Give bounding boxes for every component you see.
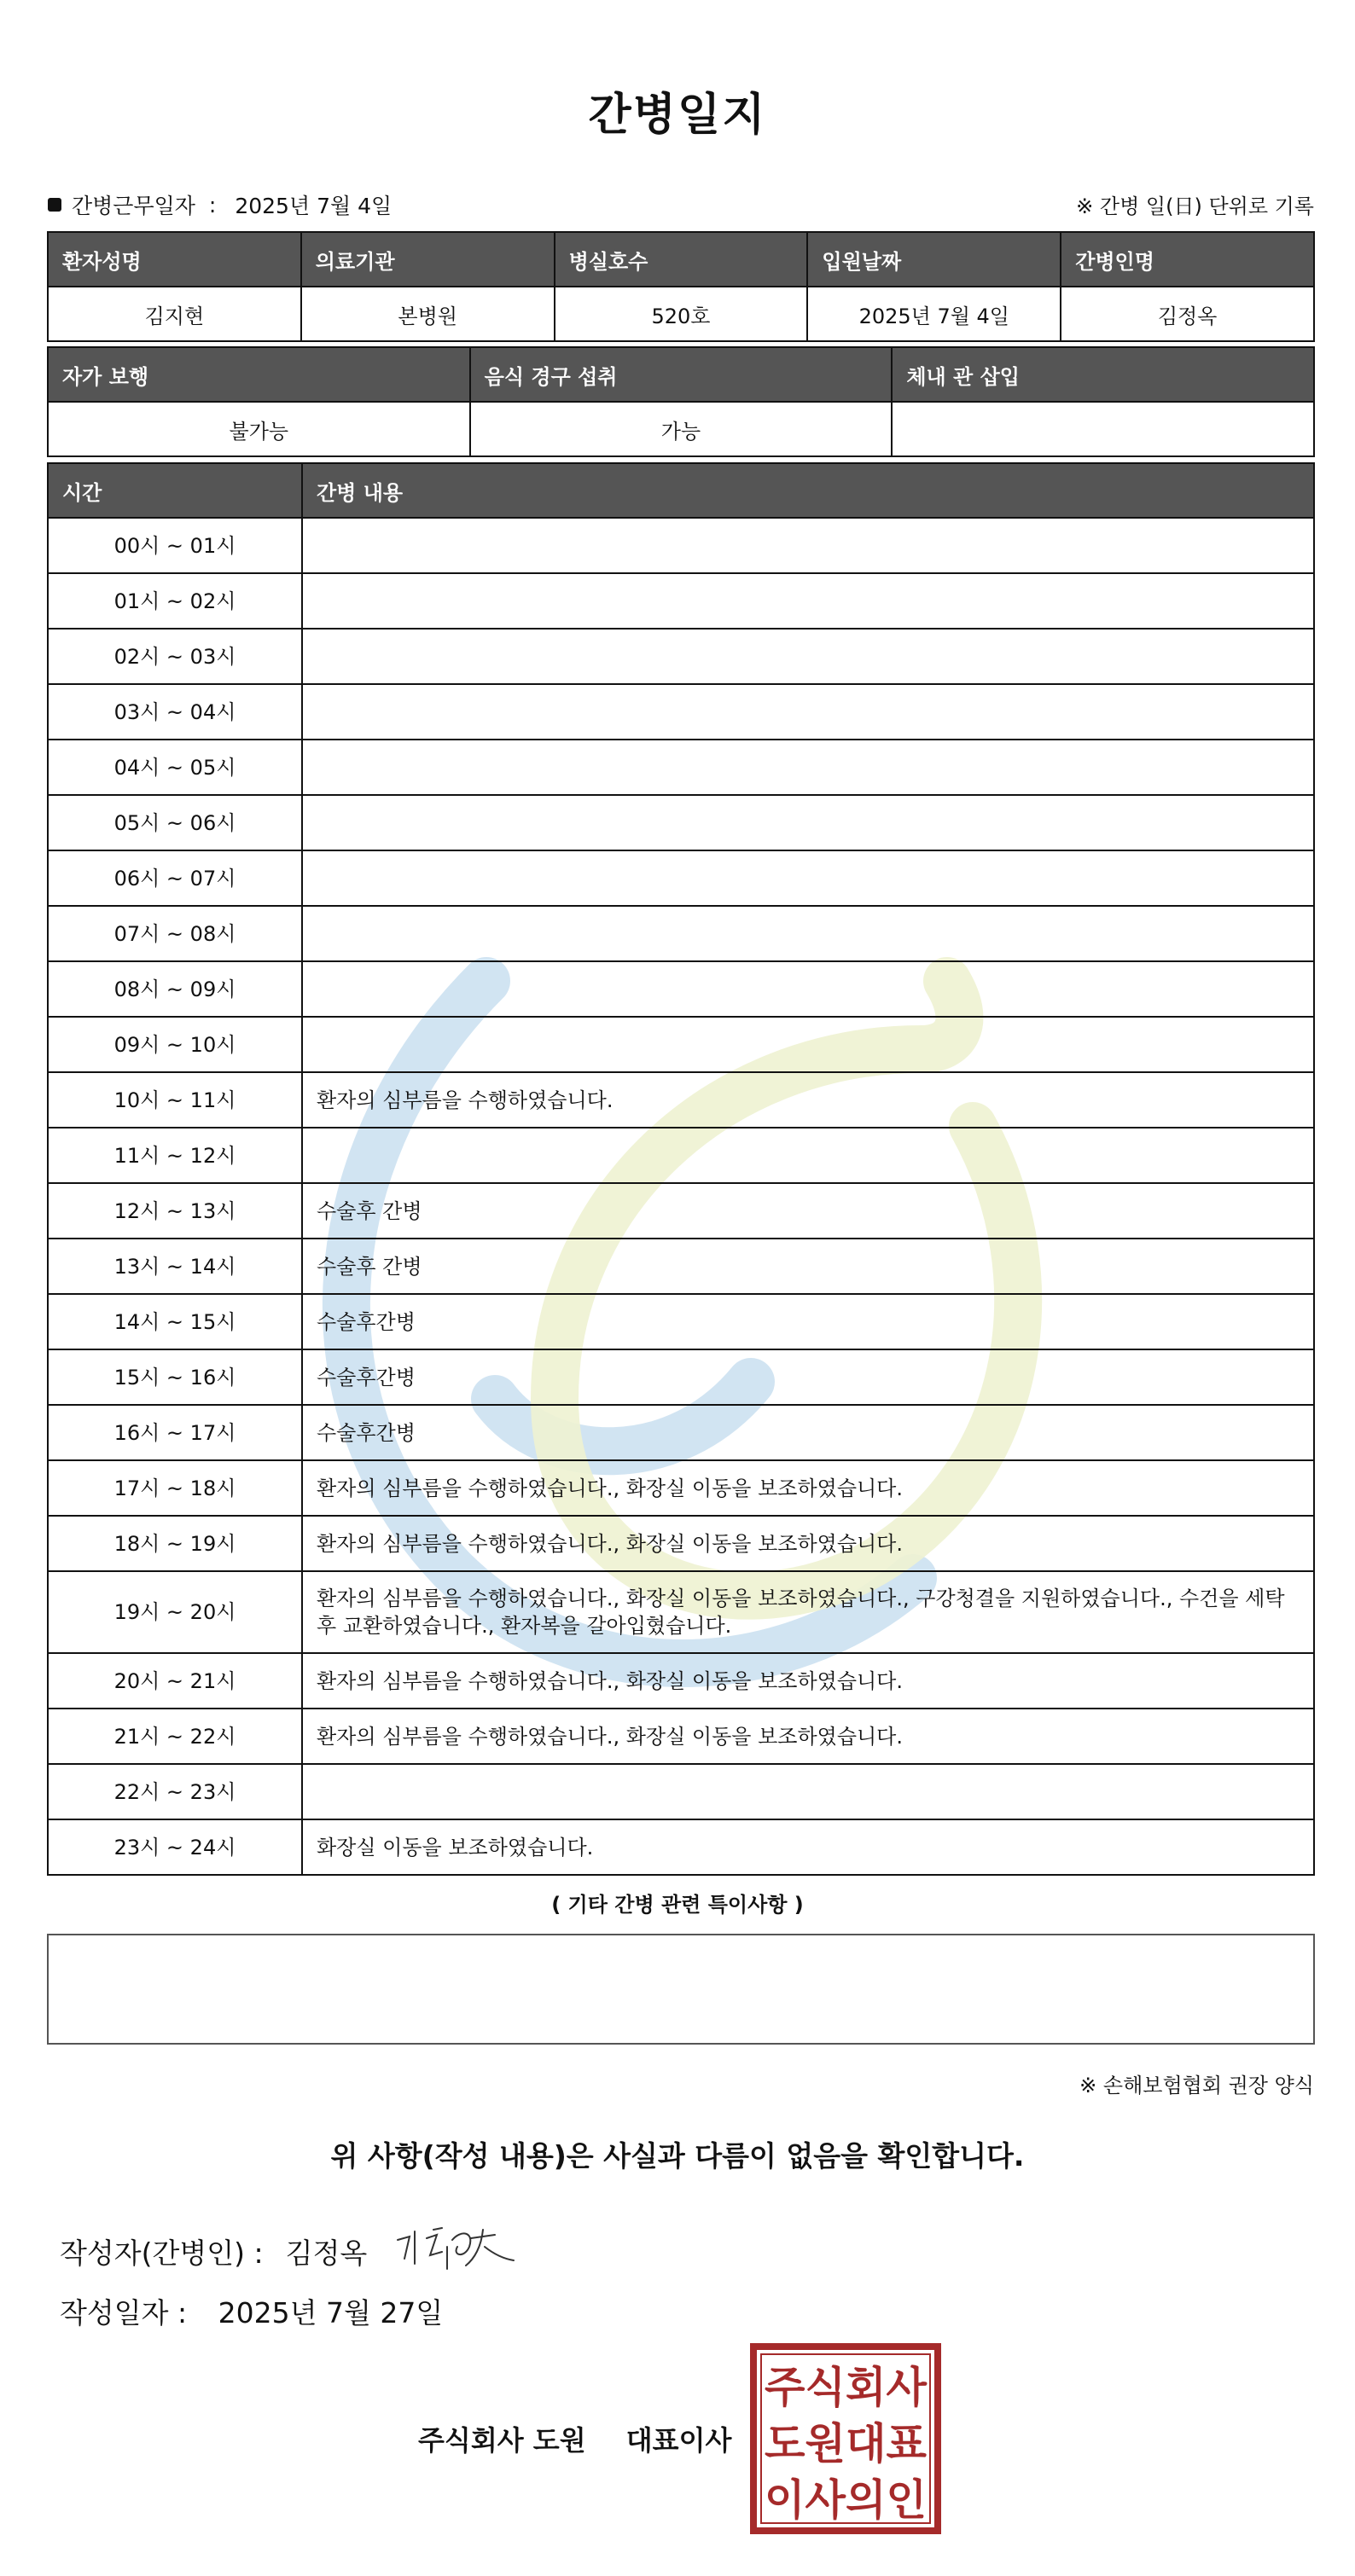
time-cell: 18시 ~ 19시 <box>48 1516 302 1571</box>
table-row <box>48 1460 1314 1516</box>
table-row <box>48 1571 1314 1653</box>
time-cell: 05시 ~ 06시 <box>48 795 302 850</box>
caregiver-name-value: 김정옥 <box>1061 287 1314 341</box>
header-hospital: 의료기관 <box>301 232 555 287</box>
time-cell: 19시 ~ 20시 <box>48 1571 302 1653</box>
table-row <box>48 1516 1314 1571</box>
write-date-line <box>60 2291 443 2331</box>
header-tube-insertion: 체내 관 삽입 <box>892 347 1314 402</box>
table-row <box>48 1128 1314 1183</box>
time-cell: 13시 ~ 14시 <box>48 1239 302 1294</box>
table-row <box>48 1709 1314 1764</box>
patient-info-table <box>47 231 1315 342</box>
table-row <box>48 629 1314 684</box>
square-bullet-icon <box>48 198 61 212</box>
care-content-cell: 환자의 심부름을 수행하였습니다., 화장실 이동을 보조하였습니다. <box>302 1709 1314 1764</box>
care-content-cell: 환자의 심부름을 수행하였습니다., 화장실 이동을 보조하였습니다. <box>302 1516 1314 1571</box>
table-row <box>48 1653 1314 1709</box>
care-content-cell <box>302 629 1314 684</box>
time-cell: 20시 ~ 21시 <box>48 1653 302 1709</box>
time-cell: 04시 ~ 05시 <box>48 740 302 795</box>
seal-text-line: 주식회사 <box>765 2363 928 2412</box>
care-content-cell: 환자의 심부름을 수행하였습니다., 화장실 이동을 보조하였습니다., 구강청결을 지원하였습니다., 수건을 세탁 후 교환하였습니다., 환자복을 갈아입혔습니다. <box>302 1571 1314 1653</box>
table-row <box>48 740 1314 795</box>
write-date-value: 2025년 7월 27일 <box>218 2296 444 2329</box>
patient-status-table <box>47 346 1315 457</box>
company-line <box>418 2419 731 2458</box>
table-row <box>48 573 1314 629</box>
care-content-cell: 수술후간병 <box>302 1294 1314 1349</box>
oral-intake-value: 가능 <box>470 402 893 456</box>
tube-insertion-value <box>892 402 1314 456</box>
care-content-cell <box>302 850 1314 906</box>
time-cell: 02시 ~ 03시 <box>48 629 302 684</box>
table-row <box>48 1294 1314 1349</box>
time-cell: 12시 ~ 13시 <box>48 1183 302 1239</box>
work-date-label: 간병근무일자 <box>72 194 195 218</box>
care-content-cell <box>302 740 1314 795</box>
seal-text-line: 이사의인 <box>765 2475 927 2525</box>
writer-label: 작성자(간병인) : <box>60 2236 264 2270</box>
company-representative: 대표이사 <box>625 2424 732 2457</box>
care-content-cell: 수술후간병 <box>302 1405 1314 1460</box>
care-content-cell: 수술후간병 <box>302 1349 1314 1405</box>
patient-name-value: 김지현 <box>48 287 301 341</box>
time-cell: 00시 ~ 01시 <box>48 518 302 573</box>
time-cell: 17시 ~ 18시 <box>48 1460 302 1516</box>
care-content-cell <box>302 573 1314 629</box>
header-oral-intake: 음식 경구 섭취 <box>470 347 893 402</box>
table-row <box>48 684 1314 740</box>
header-caregiver-name: 간병인명 <box>1061 232 1314 287</box>
company-name: 주식회사 도원 <box>418 2424 586 2457</box>
time-cell: 03시 ~ 04시 <box>48 684 302 740</box>
care-content-cell <box>302 684 1314 740</box>
hospital-value: 본병원 <box>301 287 555 341</box>
table-row <box>48 1405 1314 1460</box>
admission-date-value: 2025년 7월 4일 <box>807 287 1061 341</box>
company-seal-stamp <box>749 2342 942 2535</box>
time-cell: 23시 ~ 24시 <box>48 1819 302 1875</box>
care-content-cell <box>302 1764 1314 1819</box>
time-cell: 06시 ~ 07시 <box>48 850 302 906</box>
time-cell: 09시 ~ 10시 <box>48 1017 302 1072</box>
walking-value: 불가능 <box>48 402 470 456</box>
time-cell: 16시 ~ 17시 <box>48 1405 302 1460</box>
table-row <box>48 1072 1314 1128</box>
time-cell: 11시 ~ 12시 <box>48 1128 302 1183</box>
table-row <box>48 1183 1314 1239</box>
care-content-cell <box>302 795 1314 850</box>
care-content-cell <box>302 1017 1314 1072</box>
care-content-cell: 환자의 심부름을 수행하였습니다., 화장실 이동을 보조하였습니다. <box>302 1460 1314 1516</box>
header-room: 병실호수 <box>555 232 808 287</box>
care-content-cell <box>302 518 1314 573</box>
care-content-cell: 환자의 심부름을 수행하였습니다., 화장실 이동을 보조하였습니다. <box>302 1653 1314 1709</box>
time-cell: 07시 ~ 08시 <box>48 906 302 961</box>
time-cell: 15시 ~ 16시 <box>48 1349 302 1405</box>
table-row <box>48 795 1314 850</box>
time-cell: 01시 ~ 02시 <box>48 573 302 629</box>
time-cell: 21시 ~ 22시 <box>48 1709 302 1764</box>
table-row <box>48 1239 1314 1294</box>
format-note: ※ 손해보험협회 권장 양식 <box>1079 2074 1314 2097</box>
table-row <box>48 1819 1314 1875</box>
time-cell: 10시 ~ 11시 <box>48 1072 302 1128</box>
table-row <box>48 1349 1314 1405</box>
care-log-table <box>47 462 1315 1876</box>
table-row <box>48 850 1314 906</box>
care-content-cell <box>302 1128 1314 1183</box>
header-time: 시간 <box>48 463 302 518</box>
table-row <box>48 961 1314 1017</box>
care-content-cell: 수술후 간병 <box>302 1183 1314 1239</box>
work-date-info <box>48 189 392 220</box>
care-content-cell <box>302 961 1314 1017</box>
header-care-content: 간병 내용 <box>302 463 1314 518</box>
work-date-value: 2025년 7월 4일 <box>235 194 393 218</box>
care-content-cell: 수술후 간병 <box>302 1239 1314 1294</box>
special-notes-title: ( 기타 간병 관련 특이사항 ) <box>551 1893 804 1917</box>
writer-name: 김정옥 <box>285 2236 368 2270</box>
time-cell: 14시 ~ 15시 <box>48 1294 302 1349</box>
header-walking: 자가 보행 <box>48 347 470 402</box>
room-value: 520호 <box>555 287 808 341</box>
special-notes-box <box>47 1934 1315 2045</box>
seal-text-line: 도원대표 <box>765 2419 928 2469</box>
time-cell: 08시 ~ 09시 <box>48 961 302 1017</box>
care-content-cell: 화장실 이동을 보조하였습니다. <box>302 1819 1314 1875</box>
page-title: 간병일지 <box>588 90 767 141</box>
table-row <box>48 1017 1314 1072</box>
unit-note: ※ 간병 일(日) 단위로 기록 <box>1076 194 1314 218</box>
work-date-separator: : <box>208 192 217 218</box>
handwritten-signature <box>393 2221 529 2281</box>
header-admission-date: 입원날짜 <box>807 232 1061 287</box>
header-patient-name: 환자성명 <box>48 232 301 287</box>
confirmation-statement: 위 사항(작성 내용)은 사실과 다름이 없음을 확인합니다. <box>330 2139 1025 2173</box>
time-cell: 22시 ~ 23시 <box>48 1764 302 1819</box>
care-content-cell: 환자의 심부름을 수행하였습니다. <box>302 1072 1314 1128</box>
table-row <box>48 1764 1314 1819</box>
care-content-cell <box>302 906 1314 961</box>
writer-line <box>60 2221 529 2281</box>
table-row <box>48 906 1314 961</box>
write-date-label: 작성일자 : <box>60 2296 188 2329</box>
table-row <box>48 518 1314 573</box>
